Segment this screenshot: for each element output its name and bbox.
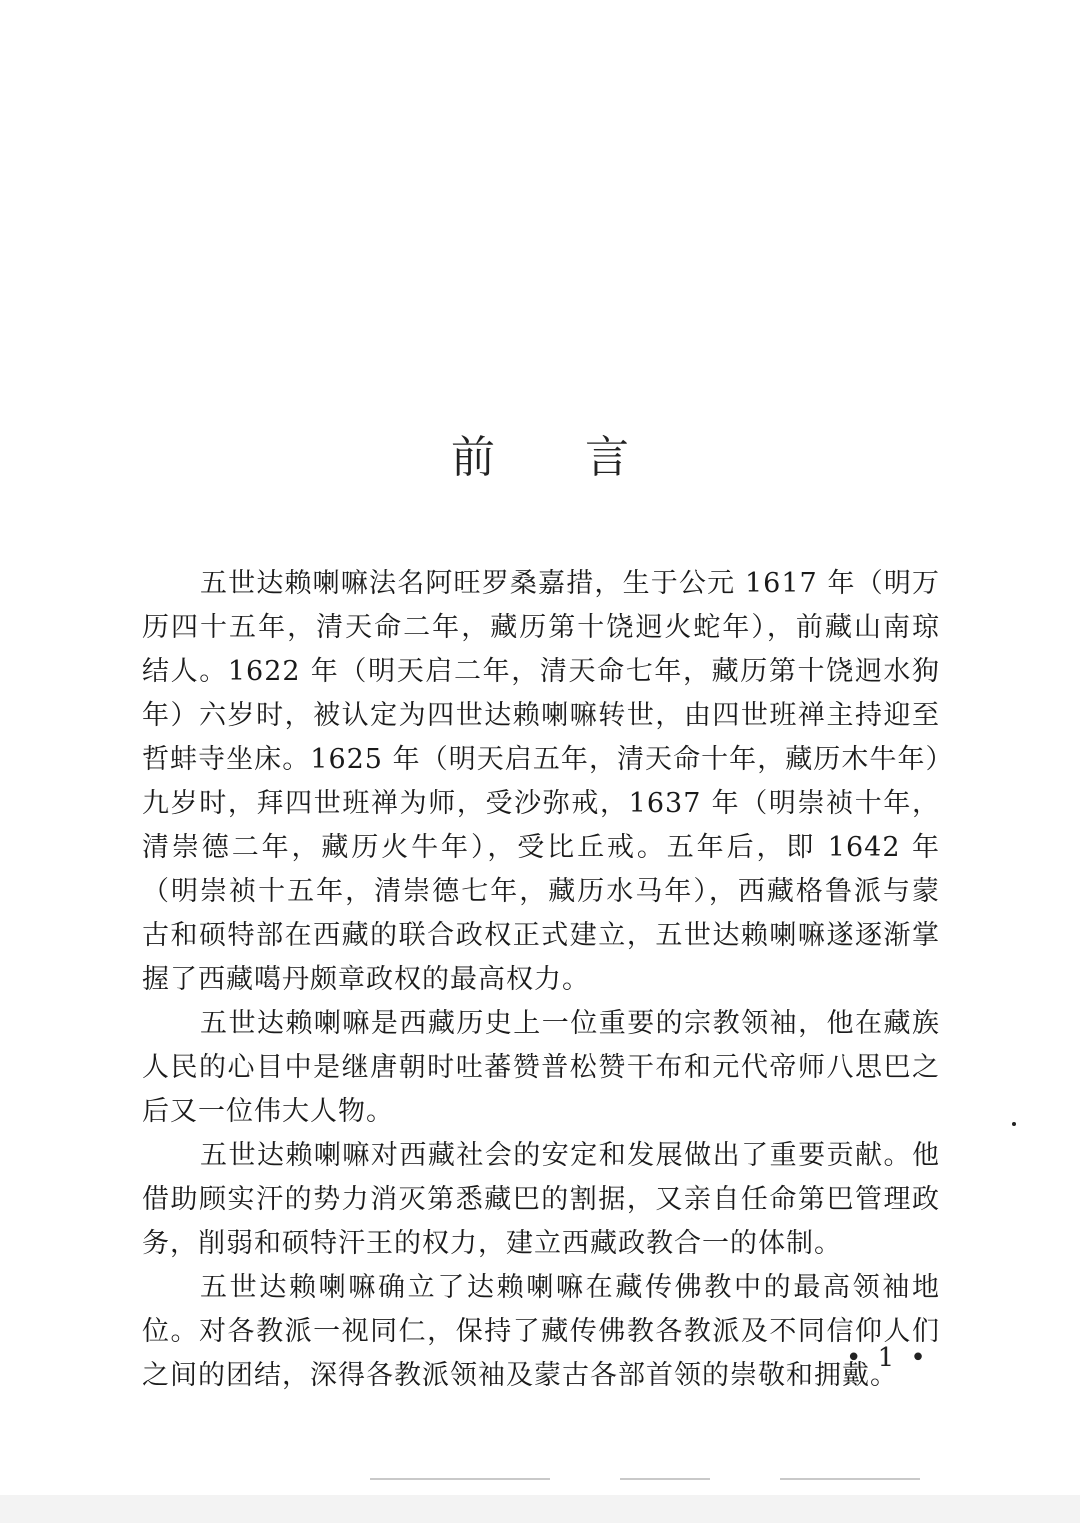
scan-speck — [1012, 1122, 1016, 1126]
page-title: 前言 — [451, 432, 719, 484]
paragraph: 五世达赖喇嘛是西藏历史上一位重要的宗教领袖，他在藏族人民的心目中是继唐朝时吐蕃赞普松赞干布和元代帝师八思巴之后又一位伟大人物。 — [142, 1008, 940, 1127]
scan-bleed-mark — [780, 1478, 920, 1480]
scan-bleed-mark — [370, 1478, 550, 1480]
page-number: • 1 • — [846, 1343, 930, 1373]
paragraph: 五世达赖喇嘛确立了达赖喇嘛在藏传佛教中的最高领袖地位。对各教派一视同仁，保持了藏传佛教各教派及不同信仰人们之间的团结，深得各教派领袖及蒙古各部首领的崇敬和拥戴。 — [142, 1272, 940, 1391]
page-bottom-edge — [0, 1495, 1080, 1523]
paragraph: 五世达赖喇嘛法名阿旺罗桑嘉措，生于公元 1617 年（明万历四十五年，清天命二年，藏历第十饶迥火蛇年），前藏山南琼结人。1622 年（明天启二年，清天命七年，藏历第十饶迥水狗年）六岁时，被认定为四世达赖喇嘛转世，由四世班禅主持迎至哲蚌寺坐床。1625 年（明天启五年，清天命十年，藏历木牛年）九岁时，拜四世班禅为师，受沙弥戒，1637 年（明崇祯十年，清崇德二年，藏历火牛年），受比丘戒。五年后，即 1642 年（明崇祯十五年，清崇德七年，藏历水马年），西藏格鲁派与蒙古和硕特部在西藏的联合政权正式建立，五世达赖喇嘛遂逐渐掌握了西藏噶丹颇章政权的最高权力。 — [142, 568, 940, 995]
scan-bleed-mark — [620, 1478, 710, 1480]
paragraph: 五世达赖喇嘛对西藏社会的安定和发展做出了重要贡献。他借助顾实汗的势力消灭第悉藏巴的割据，又亲自任命第巴管理政务，削弱和硕特汗王的权力，建立西藏政教合一的体制。 — [142, 1140, 940, 1259]
preface-body — [142, 562, 940, 1398]
